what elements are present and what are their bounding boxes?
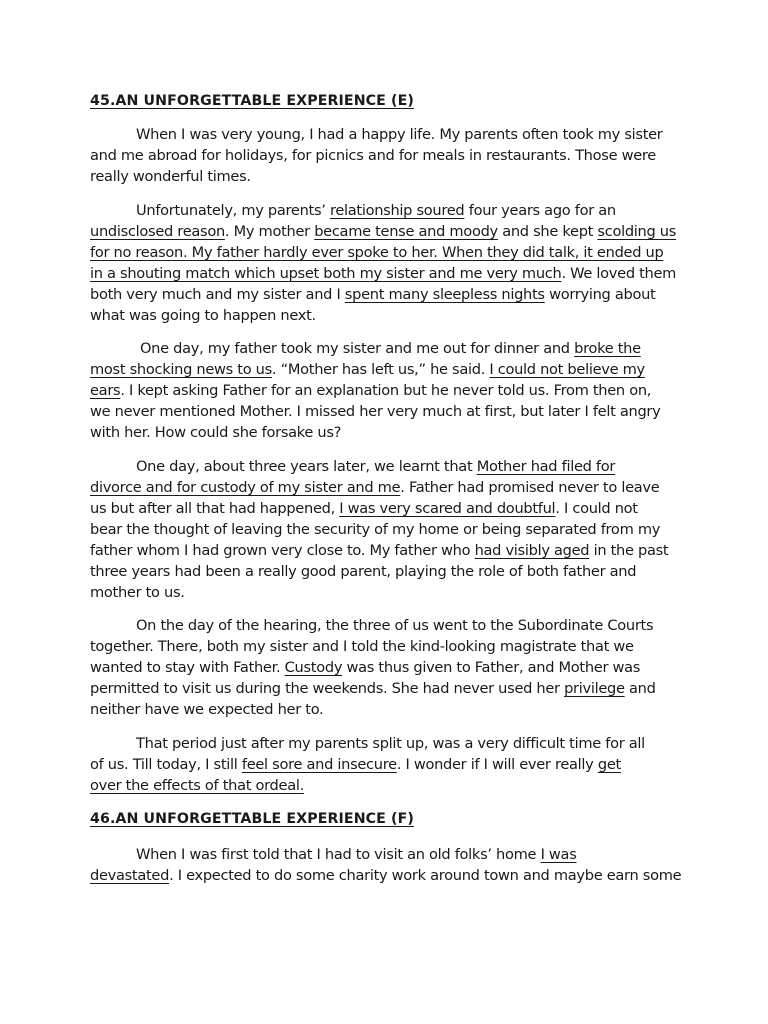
text-run: . I kept asking Father for an explanation but he never told us. From then on, bbox=[120, 382, 652, 399]
underlined-phrase: privilege bbox=[564, 680, 625, 697]
text-line bbox=[90, 776, 304, 796]
text-line bbox=[90, 866, 681, 886]
underlined-phrase: relationship soured bbox=[329, 202, 465, 219]
text-line bbox=[90, 679, 656, 699]
text-line bbox=[90, 499, 638, 519]
underlined-phrase: I was bbox=[540, 846, 577, 863]
underlined-phrase: Custody bbox=[284, 659, 343, 676]
underlined-phrase: most shocking news to us bbox=[90, 361, 272, 378]
underlined-phrase: spent many sleepless nights bbox=[344, 286, 545, 303]
text-run: neither have we expected her to. bbox=[90, 701, 324, 718]
text-run: of us. Till today, I still bbox=[90, 756, 242, 773]
underlined-phrase: feel sore and insecure bbox=[241, 756, 397, 773]
text-run: four years ago for an bbox=[464, 202, 616, 219]
text-line bbox=[90, 658, 640, 678]
text-line bbox=[90, 583, 185, 603]
text-line bbox=[90, 381, 651, 401]
text-line bbox=[90, 285, 655, 305]
text-line bbox=[136, 616, 653, 636]
text-run: what was going to happen next. bbox=[90, 307, 316, 324]
text-run: bear the thought of leaving the security of my home or being separated from my bbox=[90, 521, 661, 538]
text-run: three years had been a really good parent, playing the role of both father and bbox=[90, 563, 637, 580]
text-run: with her. How could she forsake us? bbox=[90, 424, 342, 441]
text-run: One day, my father took my sister and me out for dinner and bbox=[140, 340, 575, 357]
underlined-phrase: broke the bbox=[574, 340, 641, 357]
text-run: father whom I had grown very close to. My father who bbox=[90, 542, 475, 559]
text-run: . I expected to do some charity work around town and maybe earn some bbox=[169, 867, 682, 884]
text-run: When I was first told that I had to visit an old folks’ home bbox=[136, 846, 541, 863]
text-line bbox=[136, 201, 616, 221]
text-line bbox=[90, 562, 636, 582]
text-run: and bbox=[624, 680, 656, 697]
text-run: wanted to stay with Father. bbox=[90, 659, 285, 676]
text-run: Unfortunately, my parents’ bbox=[136, 202, 330, 219]
text-run: . We loved them bbox=[561, 265, 677, 282]
text-line bbox=[90, 146, 656, 166]
text-line bbox=[90, 402, 660, 422]
heading-45: 45.AN UNFORGETTABLE EXPERIENCE (E) bbox=[90, 93, 414, 109]
underlined-phrase: devastated bbox=[90, 867, 170, 884]
text-line bbox=[90, 637, 634, 657]
text-run: . Father had promised never to leave bbox=[400, 479, 660, 496]
text-line bbox=[90, 755, 621, 775]
text-run: . “Mother has left us,” he said. bbox=[271, 361, 490, 378]
text-run: On the day of the hearing, the three of us went to the Subordinate Courts bbox=[136, 617, 654, 634]
text-line bbox=[136, 125, 663, 145]
text-line bbox=[136, 457, 615, 477]
text-run: us but after all that had happened, bbox=[90, 500, 340, 517]
text-run: worrying about bbox=[544, 286, 656, 303]
text-line bbox=[90, 264, 676, 284]
text-line bbox=[90, 360, 645, 380]
text-run: One day, about three years later, we learnt that bbox=[136, 458, 477, 475]
text-line bbox=[90, 520, 660, 540]
underlined-phrase: undisclosed reason bbox=[90, 223, 225, 240]
underlined-phrase: in a shouting match which upset both my sister and me very much bbox=[90, 265, 562, 282]
heading-46: 46.AN UNFORGETTABLE EXPERIENCE (F) bbox=[90, 811, 414, 827]
text-run: in the past bbox=[589, 542, 669, 559]
text-line bbox=[90, 700, 323, 720]
text-line bbox=[90, 306, 316, 326]
underlined-phrase: over the effects of that ordeal. bbox=[90, 777, 304, 794]
text-line bbox=[90, 478, 659, 498]
text-line bbox=[90, 541, 668, 561]
text-run: . I could not bbox=[555, 500, 638, 517]
underlined-phrase: get bbox=[597, 756, 621, 773]
text-run: and she kept bbox=[497, 223, 598, 240]
underlined-phrase: Mother had filed for bbox=[476, 458, 616, 475]
underlined-phrase: I was very scared and doubtful bbox=[339, 500, 556, 517]
text-run: . I wonder if I will ever really bbox=[396, 756, 598, 773]
text-run: was thus given to Father, and Mother was bbox=[342, 659, 641, 676]
text-run: we never mentioned Mother. I missed her very much at first, but later I felt angry bbox=[90, 403, 661, 420]
underlined-phrase: ears bbox=[90, 382, 121, 399]
text-run: When I was very young, I had a happy life. My parents often took my sister bbox=[136, 126, 663, 143]
text-line bbox=[90, 167, 251, 187]
underlined-phrase: I could not believe my bbox=[489, 361, 645, 378]
text-line bbox=[90, 423, 341, 443]
text-run: both very much and my sister and I bbox=[90, 286, 345, 303]
underlined-phrase: became tense and moody bbox=[314, 223, 498, 240]
text-run: That period just after my parents split up, was a very difficult time for all bbox=[136, 735, 645, 752]
underlined-phrase: had visibly aged bbox=[474, 542, 590, 559]
text-run: permitted to visit us during the weekends. She had never used her bbox=[90, 680, 565, 697]
text-run: mother to us. bbox=[90, 584, 185, 601]
text-run: . My mother bbox=[224, 223, 315, 240]
text-run: and me abroad for holidays, for picnics and for meals in restaurants. Those were bbox=[90, 147, 656, 164]
underlined-phrase: divorce and for custody of my sister and me bbox=[90, 479, 401, 496]
text-line bbox=[136, 845, 577, 865]
text-run: together. There, both my sister and I told the kind-looking magistrate that we bbox=[90, 638, 634, 655]
text-line bbox=[90, 243, 663, 263]
text-run: really wonderful times. bbox=[90, 168, 251, 185]
underlined-phrase: scolding us bbox=[597, 223, 677, 240]
underlined-phrase: for no reason. My father hardly ever spoke to her. When they did talk, it ended up bbox=[90, 244, 664, 261]
text-line bbox=[90, 222, 676, 242]
text-line bbox=[136, 734, 645, 754]
text-line bbox=[140, 339, 641, 359]
